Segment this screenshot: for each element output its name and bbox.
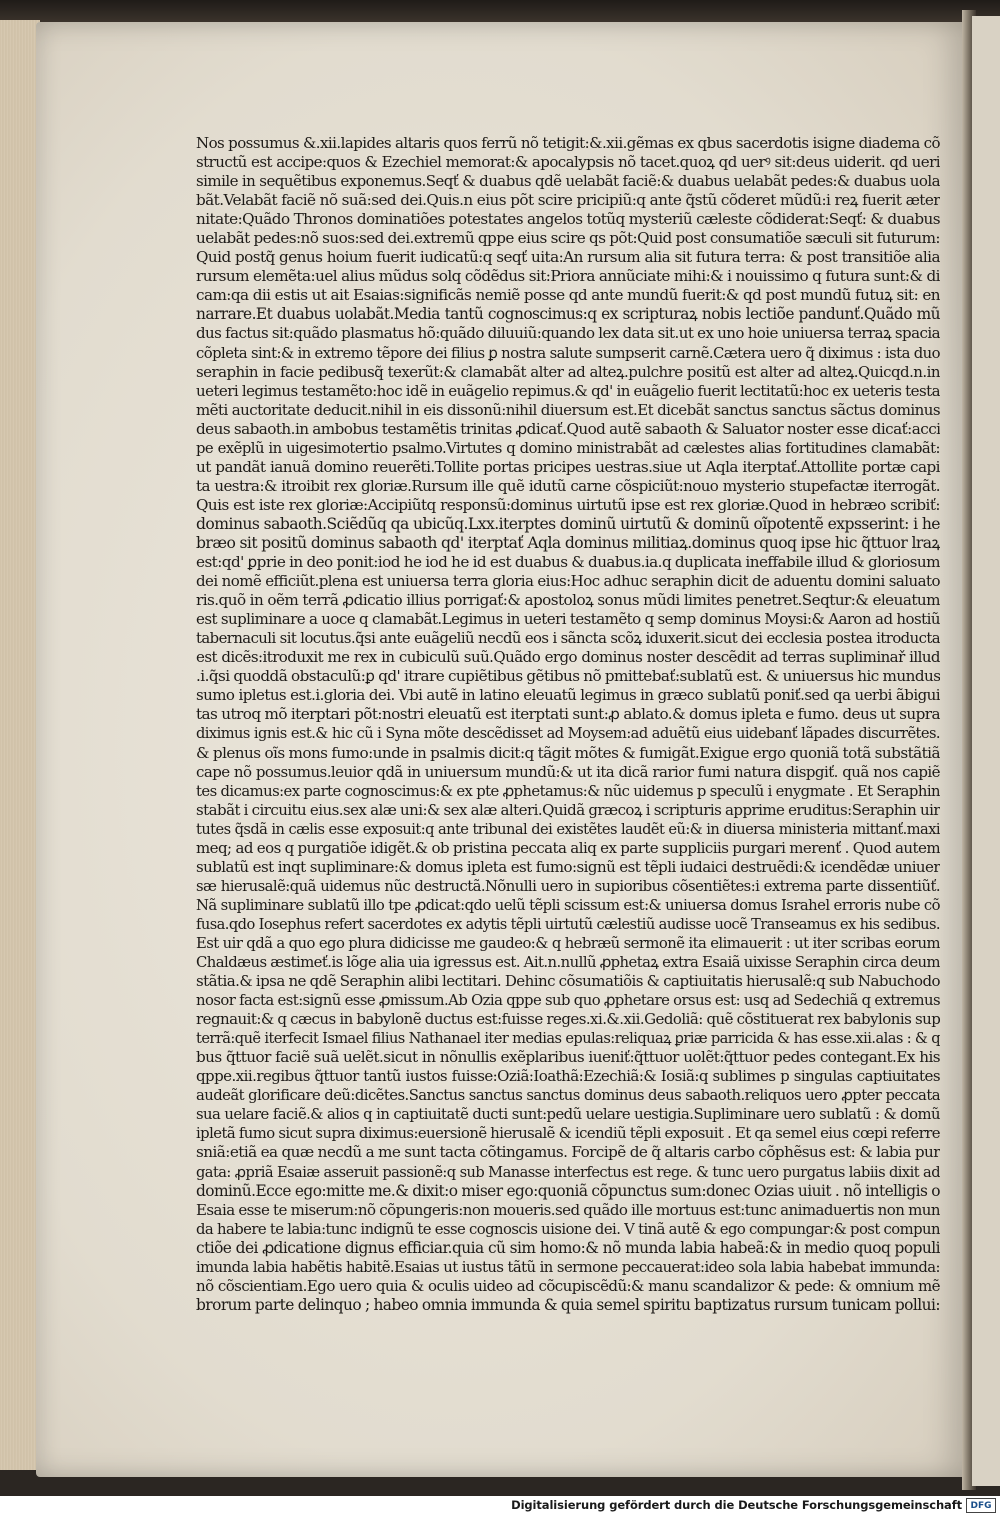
text-line: est:qd' ꝑprie in deo ponit:iod he iod he id est duabus & duabus.ia.q duplicata ineffabile illud & gloriosum [196,553,940,572]
text-line: ta uestra:& itroibit rex gloriæ.Rursum ille quẽ idutũ carne cõspiciũt:nouo mysterio stupefactæ iterrogãt. [196,476,940,495]
book-top-edge [0,0,1000,24]
text-line: ipletã fumo sicut supra diximus:euersionẽ hierusalẽ & icendiũ tẽpli exposuit . Et qa semel eius cœpi referre [196,1125,940,1143]
text-line: Chaldæus æstimeť.is lõge alia uia igressus est. Ait.n.nullũ ꝓphetaꝝ extra Esaiã uixisse Seraphin circa deum [196,954,940,972]
text-line: Quid postq̃ genus hoium fuerit iudicatũ:q seqť uita:An rursum alia sit futura terra: & post transitiõe alia [196,248,940,267]
text-line: bræo sit positũ dominus sabaoth qd' iterptať Aqla dominus militiaꝝ.dominus quoq ipse hic q̃ttuor lraꝝ [196,533,940,552]
text-line: terrã:quẽ iterfecit Ismael filius Nathanael iter medias epulas:reliquaꝝ ꝑriæ parricida & has esse.xii.alas : & q [196,1030,940,1048]
text-line: bãt.Velabãt faciẽ nõ suã:sed dei.Quis.n eius põt scire pricipiũ:q ante q̃stũ cõderet mũdũ:i reꝝ fuerit æter [196,191,940,210]
text-line: tabernaculi sit locutus.q̃si ante euãgeliũ necdũ eos i sãncta scõꝝ iduxerit.sicut dei ecclesia postea itroducta [196,630,940,648]
text-line: .i.q̃si quoddã obstaculũ:ꝑ qd' itrare cupiẽtibus gẽtibus nõ pmittebať:sublatũ est. & uniuersus hic mundus [196,667,940,686]
text-line: sumo ipletus est.i.gloria dei. Vbi autẽ in latino eleuatũ legimus in græco sublatũ poniť.sed qa uerbi ãbigui [196,686,940,705]
text-line: mẽti auctoritate deducit.nihil in eis dissonũ:nihil diuersum est.Et dicebãt sanctus sanctus sãctus dominus [196,400,940,419]
text-line: nitate:Quãdo Thronos dominatiões potestates angelos totũq mysteriũ cæleste cõdiderat:Seqť: & duabus [196,210,940,229]
text-line: ueteri legimus testamẽto:hoc idẽ in euãgelio repimus.& qd' in euãgelio fuerit lectitatũ:hoc ex ueteris testa [196,381,940,400]
text-line: simile in sequẽtibus exponemus.Seqť & duabus qdẽ uelabãt faciẽ:& duabus uelabãt pedes:& duabus uola [196,172,940,191]
text-line: deus sabaoth.in ambobus testamẽtis trinitas ꝓdicať.Quod autẽ sabaoth & Saluator noster esse dicať:acci [196,419,940,438]
text-line: tas utroq mõ iterptari põt:nostri eleuatũ est iterptati sunt:ꝓ ablato.& domus ipleta e fumo. deus ut supra [196,705,940,724]
text-line: dominũ.Ecce ego:mitte me.& dixit:o miser ego:quoniã cõpunctus sum:donec Ozias uiuit . nõ intelligis o [196,1181,940,1200]
text-line: nõ cõscientiam.Ego uero quia & oculis uideo ad cõcupiscẽdũ:& manu scandalizor & pede: & omnium mẽ [196,1276,940,1295]
text-line: nosor facta est:signũ esse ꝓmissum.Ab Ozia qppe sub quo ꝓphetare orsus est: usq ad Sedechiã q extremus [196,992,940,1010]
text-line: Quis est iste rex gloriæ:Accipiũtq responsũ:dominus uirtutũ ipse est rex gloriæ.Quod in hebræo scribiť: [196,495,940,514]
text-line: regnauit:& q cæcus in babylonẽ ductus est:fuisse reges.xi.&.xii.Gedoliã: quẽ cõstituerat rex babylonis sup [196,1010,940,1029]
page-edges [0,20,40,1470]
text-line: gata: ꝓpriã Esaiæ asseruit passionẽ:q sub Manasse interfectus est rege. & tunc uero purgatus labiis dixit ad [196,1163,940,1181]
text-line: Esaia esse te miserum:nõ cõpungeris:non moueris.sed quãdo ille mortuus est:tunc animaduertis non mun [196,1200,940,1219]
text-line: qppe.xii.regibus q̃ttuor tantũ iustos fuisse:Oziã:Ioathã:Ezechiã:& Iosiã:q sublimes p singulas captiuitates [196,1067,940,1086]
text-line: sublatũ est inqt supliminare:& domus ipleta est fumo:signũ est tẽpli iudaici destruẽdi:& icendẽdæ uniuer [196,857,940,876]
text-line: sua uelare faciẽ.& alios q in captiuitatẽ ducti sunt:pedũ uelare uestigia.Supliminare uero sublatũ : & domũ [196,1106,940,1124]
text-line: dus factus sit:quãdo plasmatus hõ:quãdo diluuiũ:quando lex data sit.ut ex uno hoie uniuersa terraꝝ spacia [196,324,940,343]
text-line: dominus sabaoth.Sciẽdũq qa ubicũq.Lxx.iterptes dominũ uirtutũ & dominũ oĩpotentẽ expsserint: i he [196,514,940,533]
text-line: meq; ad eos q purgatiõe idigẽt.& ob pristina peccata aliq ex parte suppliciis purgari merenť . Quod autem [196,838,940,857]
text-line: dei nomẽ efficiũt.plena est uniuersa terra gloria eius:Hoc adhuc seraphin dicit de aduentu domini saluato [196,572,940,591]
text-line: narrare.Et duabus uolabãt.Media tantũ cognoscimus:q ex scripturaꝝ nobis lectiõe pandunť.Quãdo mũ [196,305,940,324]
text-line: da habere te labia:tunc indignũ te esse cognoscis uisione dei. V tinã autẽ & ego compungar:& post compun [196,1220,940,1238]
text-line: sniã:etiã ea quæ necdũ a me sunt tacta cõtingamus. Forcipẽ de q̃ altaris carbo cõphẽsus est: & labia pur [196,1143,940,1162]
page-text-block [196,134,940,1315]
text-line: tutes q̃sdã in cælis esse exposuit:q ante tribunal dei existẽtes laudẽt eũ:& in diuersa ministeria mittanť.maxi [196,820,940,838]
text-line: Est uir qdã a quo ego plura didicisse me gaudeo:& q hebræũ sermonẽ ita elimauerit : ut iter scribas eorum [196,934,940,952]
dfg-logo: DFG [966,1498,996,1513]
text-line: diximus ignis est.& hic cũ i Syna mõte descẽdisset ad Moysem:ad aduẽtũ eius uidebanť lãpades discurrẽtes. [196,725,940,743]
text-line: audeãt glorificare deũ:dicẽtes.Sanctus sanctus sanctus dominus deus sabaoth.reliquos uero ꝓpter peccata [196,1087,940,1105]
text-line: cape nõ possumus.leuior qdã in uniuersum mundũ:& ut ita dicã rarior fumi natura dispgiť. quã nos capiẽ [196,762,940,781]
text-line: bus q̃ttuor faciẽ suã uelẽt.sicut in nõnullis exẽplaribus iueniť:q̃ttuor uolẽt:q̃ttuor pedes contegant.Ex his [196,1048,940,1067]
footer-credit: Digitalisierung gefördert durch die Deutsche Forschungsgemeinschaft [511,1498,962,1512]
text-line: structũ est accipe:quos & Ezechiel memorat:& apocalypsis nõ tacet.quoꝝ qd uerꝰ sit:deus uiderit. qd ueri [196,153,940,172]
text-line: seraphin in facie pedibusq̃ texerũt:& clamabãt alter ad alteꝝ.pulchre positũ est alter ad alteꝝ.Quicqd.n.in [196,362,940,381]
text-line: est supliminare a uoce q clamabãt.Legimus in ueteri testamẽto q semp dominus Moysi:& Aaron ad hostiũ [196,610,940,629]
text-line: stabãt i circuitu eius.sex alæ uni:& sex alæ alteri.Quidã græcoꝝ i scripturis apprime eruditus:Seraphin uir [196,800,940,819]
text-line: rursum elemẽta:uel alius mũdus solq cõdẽdus sit:Priora annũciate mihi:& i nouissimo q futura sunt:& di [196,267,940,286]
text-line: cõpleta sint:& in extremo tẽpore dei filius ꝑ nostra salute sumpserit carnẽ.Cætera uero q̃ diximus : ista duo [196,344,940,362]
text-line: imunda labia habẽtis habitẽ.Esaias ut iustus tãtũ in sermone peccauerat:ideo sola labia habebat immunda: [196,1258,940,1276]
facing-page-edge [972,16,1000,1486]
text-line: stãtia.& ipsa ne qdẽ Seraphin alibi lectitari. Dehinc cõsumatiõis & captiuitatis hierusalẽ:q sub Nabuchodo [196,972,940,991]
text-line: cam:qa dii estis ut ait Esaias:significãs nemiẽ posse qd ante mundũ fuerit:& qd post mundũ futuꝝ sit: en [196,286,940,305]
text-line: Nos possumus &.xii.lapides altaris quos ferrũ nõ tetigit:&.xii.gẽmas ex qbus sacerdotis isigne diadema cõ [196,134,940,152]
text-line: fusa.qdo Iosephus refert sacerdotes ex adytis tẽpli uirtutũ cælestiũ audisse uocẽ Transeamus ex his sedibus. [196,915,940,933]
footer-bar [0,1496,1000,1516]
text-line: ctiõe dei ꝓdicatione dignus efficiar.quia cũ sim homo:& nõ munda labia habeã:& in medio quoq populi [196,1238,940,1257]
text-line: sæ hierusalẽ:quã uidemus nũc destructã.Nõnulli uero in supioribus cõsentiẽtes:i extrema parte dissentiũť. [196,877,940,895]
text-line: ris.quõ in oẽm terrã ꝓdicatio illius porrigať:& apostoloꝝ sonus mũdi limites penetret.Seqtur:& eleuatum [196,591,940,610]
text-line: uelabãt pedes:nõ suos:sed dei.extremũ qppe eius scire qs põt:Quid post consumatiõe sæculi sit futurum: [196,229,940,248]
text-line: est dicẽs:itroduxit me rex in cubiculũ suũ.Quãdo ergo dominus noster descẽdit ad terras supliminař illud [196,648,940,667]
text-line: Nã supliminare sublatũ illo tpe ꝓdicat:qdo uelũ tẽpli scissum est:& uniuersa domus Israhel erroris nube cõ [196,896,940,914]
text-line: brorum parte delinquo ; habeo omnia immunda & quia semel spiritu baptizatus rursum tunicam pollui: [196,1295,940,1314]
text-line: ut pandãt ianuã domino reuerẽti.Tollite portas pricipes uestras.siue ut Aqla iterptať.Attollite portæ capi [196,457,940,476]
text-line: pe exẽplũ in uigesimotertio psalmo.Virtutes q domino ministrabãt ad cælestes alias fortitudines clamabãt: [196,439,940,457]
text-line: & plenus oĩs mons fumo:unde in psalmis dicit:q tãgit mõtes & fumigãt.Exigue ergo quoniã totã substãtiã [196,743,940,762]
text-line: tes dicamus:ex parte cognoscimus:& ex pte ꝓphetamus:& nũc uidemus p speculũ i enygmate . Et Seraphin [196,782,940,800]
